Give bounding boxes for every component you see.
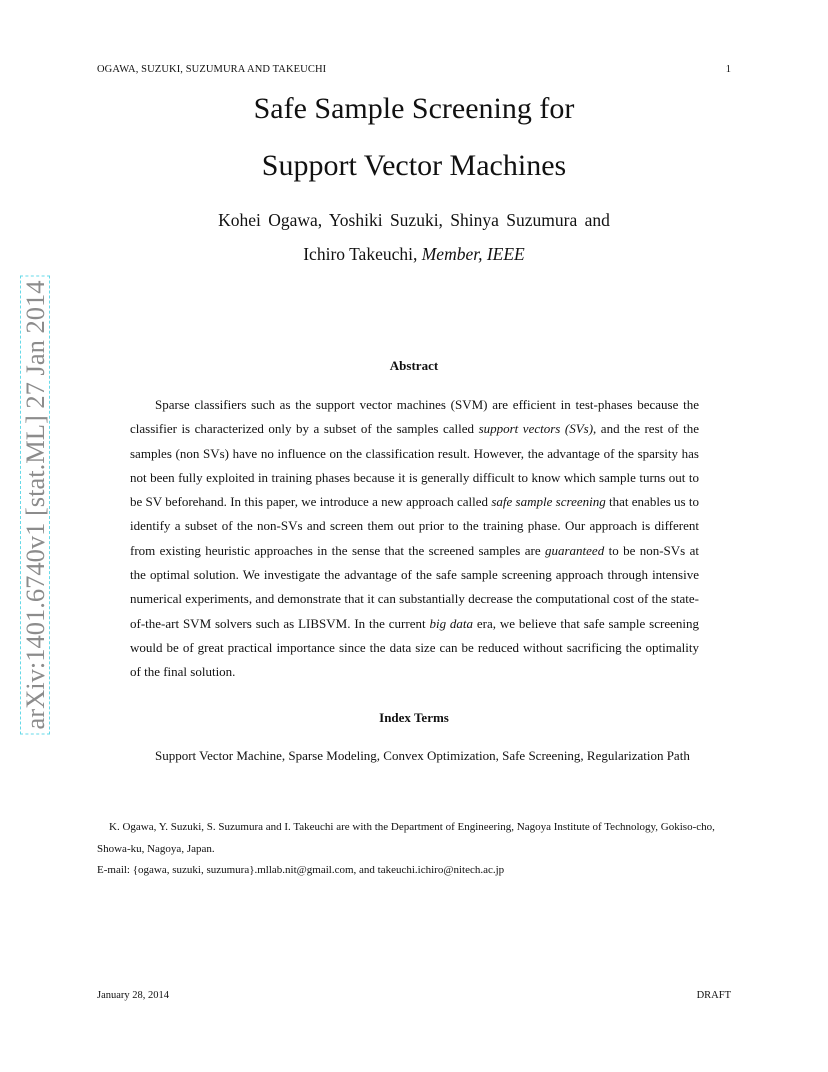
abstract-text-2: , and the rest of the samples (non SVs) have no influence on the classification result. However, the advantage of the sparsity has not been fully exploited in training phases because it is generally difficult to know which sample turns out to be SV beforehand. In this paper, we introduce a new approach called xyxy=(130,421,699,510)
author-footnote xyxy=(97,817,733,882)
index-terms-body: Support Vector Machine, Sparse Modeling, Convex Optimization, Safe Screening, Regularization Path xyxy=(155,748,690,763)
footer-date: January 28, 2014 xyxy=(97,990,170,1001)
page-number: 1 xyxy=(725,64,731,75)
index-terms-heading: Index Terms xyxy=(379,710,449,725)
paper-title-line-1: Safe Sample Screening for xyxy=(253,92,575,125)
author-role: Member, IEEE xyxy=(421,244,525,264)
author-name: Ichiro Takeuchi, xyxy=(303,244,422,264)
footer-draft-label: DRAFT xyxy=(696,990,731,1001)
abstract-text-4: to be non-SVs at the optimal solution. We investigate the advantage of the safe sample screening approach through intensive numerical experiments, and demonstrate that it can substantially decrease the computational cost of the state-of-the-art SVM solvers such as LIBSVM. In the current xyxy=(130,542,699,631)
footnote-email: E-mail: {ogawa, suzuki, suzumura}.mllab.nit@gmail.com, and takeuchi.ichiro@nitech.ac.jp xyxy=(97,864,505,876)
abstract-body xyxy=(130,393,699,685)
authors-line-1: Kohei Ogawa, Yoshiki Suzuki, Shinya Suzumura and xyxy=(218,210,610,230)
running-head: OGAWA, SUZUKI, SUZUMURA AND TAKEUCHI xyxy=(97,64,327,75)
footnote-affiliation xyxy=(97,817,733,860)
abstract-emphasis-3: guaranteed xyxy=(544,542,605,558)
footnote-affiliation-text: K. Ogawa, Y. Suzuki, S. Suzumura and I. Takeuchi are with the Department of Engineering, Nagoya Institute of Technology, Gokiso-cho, Showa-ku, Nagoya, Japan. xyxy=(97,821,715,855)
paper-title-line-2: Support Vector Machines xyxy=(261,149,567,182)
abstract-heading: Abstract xyxy=(389,358,439,373)
abstract-text-3: that enables us to identify a subset of the non-SVs and screen them out prior to the training phase. Our approach is different from existing heuristic approaches in the sense that the screened samples are xyxy=(130,494,700,558)
abstract-text-5: era, we believe that safe sample screening would be of great practical importance since the data size can be reduced without sacrificing the optimality of the final solution. xyxy=(130,615,699,680)
abstract-emphasis-1: support vectors (SVs) xyxy=(478,421,594,437)
abstract-emphasis-2: safe sample screening xyxy=(491,494,606,510)
abstract-emphasis-4: big data xyxy=(429,615,474,631)
abstract-text-1: Sparse classifiers such as the support vector machines (SVM) are efficient in test-phases because the classifier is characterized only by a subset of the samples called xyxy=(130,397,699,437)
arxiv-stamp: arXiv:1401.6740v1 [stat.ML] 27 Jan 2014 xyxy=(20,276,50,735)
authors-line-2 xyxy=(0,244,828,265)
